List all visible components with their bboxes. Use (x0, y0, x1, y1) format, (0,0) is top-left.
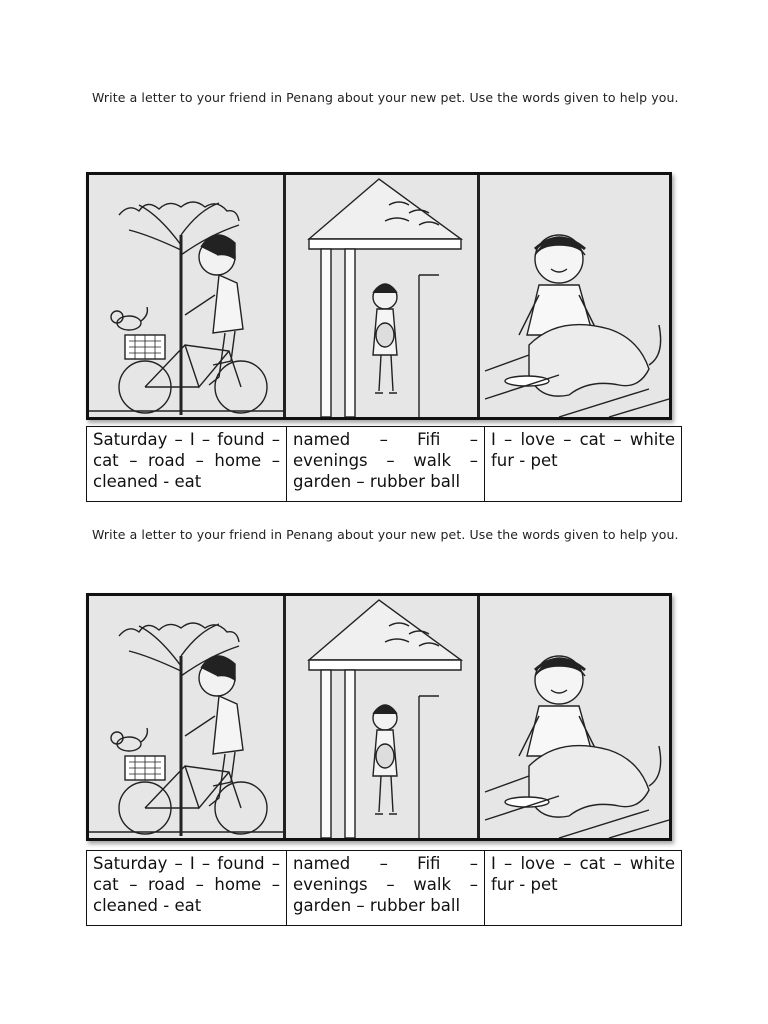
word-cell-1: Saturday – I – found – cat – road – home – cleaned - eat (87, 427, 287, 502)
picture-strip (86, 593, 672, 841)
word-table (86, 426, 682, 502)
word-cell-3: I – love – cat – white fur - pet (485, 851, 682, 926)
instruction-text: Write a letter to your friend in Penang about your new pet. Use the words given to help you. (92, 527, 679, 542)
word-cell-2: named – Fifi – evenings – walk – garden – rubber ball (287, 851, 485, 926)
picture-girl-feeding-cat (485, 235, 669, 417)
picture-girl-holding-cat (309, 600, 461, 838)
word-table (86, 850, 682, 926)
picture-girl-on-bicycle (89, 202, 283, 415)
word-cell-3: I – love – cat – white fur - pet (485, 427, 682, 502)
picture-strip (86, 172, 672, 420)
picture-girl-on-bicycle (89, 623, 283, 836)
word-cell-1: Saturday – I – found – cat – road – home – cleaned - eat (87, 851, 287, 926)
instruction-text: Write a letter to your friend in Penang about your new pet. Use the words given to help you. (92, 90, 679, 105)
word-cell-2: named – Fifi – evenings – walk – garden – rubber ball (287, 427, 485, 502)
picture-girl-holding-cat (309, 179, 461, 417)
picture-girl-feeding-cat (485, 656, 669, 838)
